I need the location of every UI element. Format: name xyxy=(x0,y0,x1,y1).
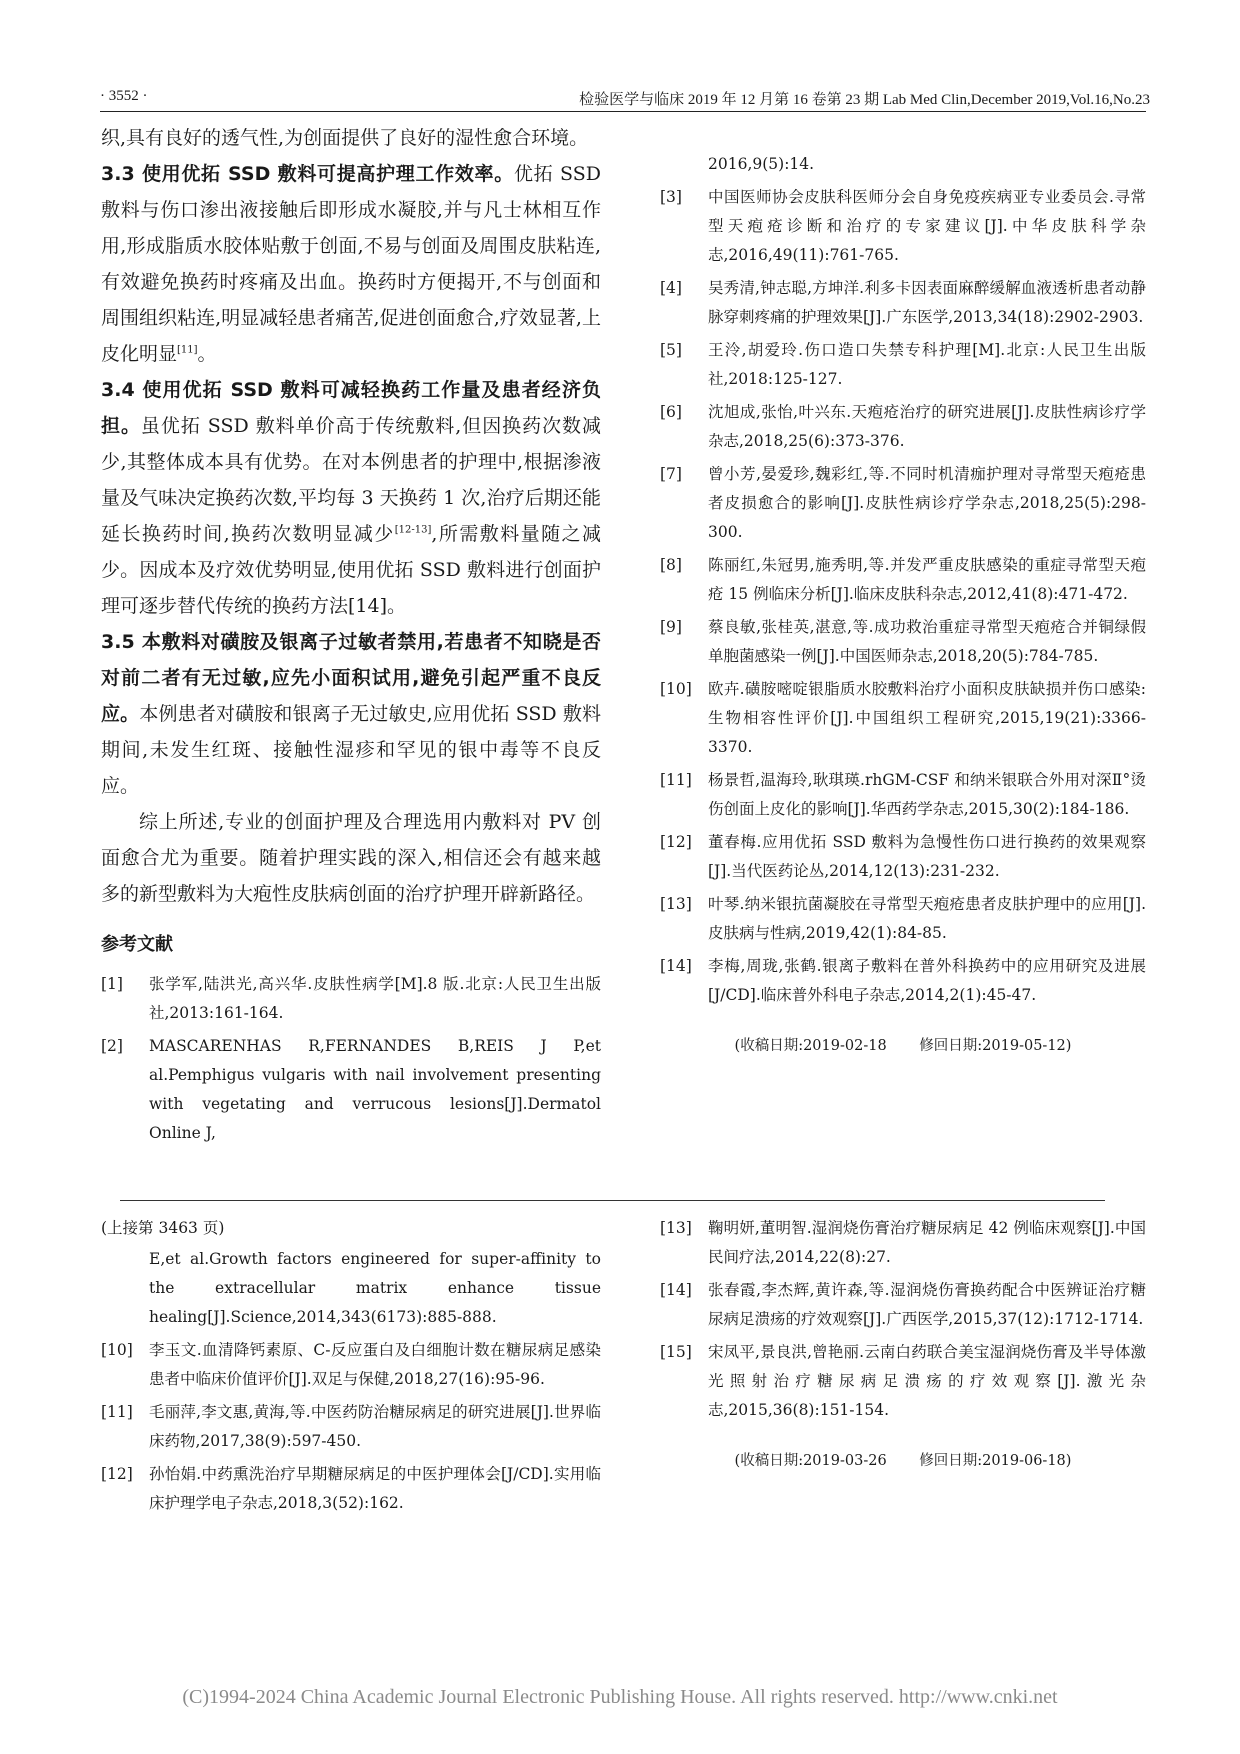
body-paragraph xyxy=(101,804,601,912)
paragraph-text: 织,具有良好的透气性,为创面提供了良好的湿性愈合环境。 xyxy=(101,127,589,149)
reference-list-right xyxy=(660,183,1146,1010)
page-number: · 3552 · xyxy=(100,88,148,104)
received-date: (收稿日期:2019-02-18 xyxy=(734,1038,887,1054)
reference-text: 欧卉.磺胺嘧啶银脂质水胶敷料治疗小面积皮肤缺损并伤口感染:生物相容性评价[J].中国组织工程研究,2015,19(21):3366-3370. xyxy=(708,680,1146,756)
section-number: 3.5 xyxy=(101,631,135,653)
reference-item xyxy=(660,828,1146,886)
reference-item xyxy=(660,613,1146,671)
reference-text: 蔡良敏,张桂英,湛意,等.成功救治重症寻常型天疱疮合并铜绿假单胞菌感染一例[J].中国医师杂志,2018,20(5):784-785. xyxy=(708,618,1146,665)
reference-item xyxy=(101,970,601,1028)
section-lead: 使用优拓 SSD 敷料可提高护理工作效率。 xyxy=(134,163,514,185)
body-text xyxy=(101,120,601,912)
reference-number: [6] xyxy=(660,403,682,421)
reference-number: [3] xyxy=(660,188,682,206)
reference-text: 孙怡娟.中药熏洗治疗早期糖尿病足的中医护理体会[J/CD].实用临床护理学电子杂志,2018,3(52):162. xyxy=(149,1465,601,1512)
bottom-right-column xyxy=(660,1214,1146,1470)
section-number: 3.4 xyxy=(101,379,135,401)
paragraph-text: 。 xyxy=(197,343,217,365)
reference-text: 毛丽萍,李文惠,黄海,等.中医药防治糖尿病足的研究进展[J].世界临床药物,2017,38(9):597-450. xyxy=(149,1403,601,1450)
section-divider xyxy=(120,1200,1105,1201)
reference-number: [13] xyxy=(660,895,692,913)
reference-item xyxy=(660,183,1146,270)
reference-number: [10] xyxy=(101,1341,133,1359)
article-dates xyxy=(660,1449,1146,1470)
left-column xyxy=(101,120,601,1152)
reference-number: [13] xyxy=(660,1219,692,1237)
reference-number: [8] xyxy=(660,556,682,574)
reference-number: [10] xyxy=(660,680,692,698)
reference-item xyxy=(660,675,1146,762)
reference-continuation: 2016,9(5):14. xyxy=(708,155,815,173)
reference-text: 李梅,周珑,张鹤.银离子敷料在普外科换药中的应用研究及进展[J/CD].临床普外科电子杂志,2014,2(1):45-47. xyxy=(708,957,1146,1004)
copyright-footer: (C)1994-2024 China Academic Journal Electronic Publishing House. All rights reserved. http://www.cnki.net xyxy=(182,1686,1058,1708)
reference-text: 陈丽红,朱冠男,施秀明,等.并发严重皮肤感染的重症寻常型天疱疮 15 例临床分析[J].临床皮肤科杂志,2012,41(8):471-472. xyxy=(708,556,1146,603)
reference-number: [14] xyxy=(660,1281,692,1299)
paragraph-text: 虽优拓 SSD 敷料单价高于传统敷料,但因换药次数减少,其整体成本具有优势。在对本例患者的护理中,根据渗液量及气味决定换药次数,平均每 3 天换药 1 次,治疗后期还能延长换药时间,换药次数明显减少 xyxy=(101,415,601,545)
citation-superscript: [12-13] xyxy=(394,524,432,536)
reference-text: 杨景哲,温海玲,耿琪瑛.rhGM-CSF 和纳米银联合外用对深Ⅱ°烫伤创面上皮化的影响[J].华西药学杂志,2015,30(2):184-186. xyxy=(708,771,1146,818)
reference-number: [4] xyxy=(660,279,682,297)
reference-text: MASCARENHAS R,FERNANDES B,REIS J P,et al.Pemphigus vulgaris with nail involvement presenting with vegetating and verrucous lesions[J].Dermatol Online J, xyxy=(149,1037,601,1142)
references-title: 参考文献 xyxy=(101,934,173,955)
reference-item xyxy=(660,398,1146,456)
reference-text: 董春梅.应用优拓 SSD 敷料为急慢性伤口进行换药的效果观察[J].当代医药论丛,2014,12(13):231-232. xyxy=(708,833,1146,880)
body-paragraph xyxy=(101,624,601,804)
revised-date: 修回日期:2019-05-12) xyxy=(919,1038,1072,1054)
reference-list-bottom-right xyxy=(660,1214,1146,1425)
reference-text: 中国医师协会皮肤科医师分会自身免疫疾病亚专业委员会.寻常型天疱疮诊断和治疗的专家建议[J].中华皮肤科学杂志,2016,49(11):761-765. xyxy=(708,188,1146,264)
reference-item xyxy=(101,1336,601,1394)
paragraph-text: ,所需敷料量随之减少。因成本及疗效优势明显,使用优拓 SSD 敷料进行创面护理可逐步替代传统的换药方法[14]。 xyxy=(101,523,602,617)
reference-item xyxy=(101,1032,601,1148)
reference-text: 曾小芳,晏爱珍,魏彩红,等.不同时机清痂护理对寻常型天疱疮患者皮损愈合的影响[J].皮肤性病诊疗学杂志,2018,25(5):298-300. xyxy=(708,465,1146,541)
reference-item xyxy=(660,336,1146,394)
reference-text: 王泠,胡爱玲.伤口造口失禁专科护理[M].北京:人民卫生出版社,2018:125-127. xyxy=(708,341,1146,388)
reference-item xyxy=(660,551,1146,609)
continued-label: (上接第 3463 页) xyxy=(101,1219,225,1237)
bottom-left-column xyxy=(101,1214,601,1522)
revised-date: 修回日期:2019-06-18) xyxy=(919,1453,1072,1469)
reference-item xyxy=(660,1276,1146,1334)
reference-text: 叶琴.纳米银抗菌凝胶在寻常型天疱疮患者皮肤护理中的应用[J].皮肤病与性病,2019,42(1):84-85. xyxy=(708,895,1146,942)
reference-item xyxy=(660,890,1146,948)
reference-list-bottom-left xyxy=(101,1336,601,1518)
reference-number: [12] xyxy=(101,1465,133,1483)
reference-continuation: E,et al.Growth factors engineered for super-affinity to the extracellular matrix enhance tissue healing[J].Science,2014,343(6173):885-888. xyxy=(149,1250,601,1326)
reference-item xyxy=(660,1338,1146,1425)
reference-text: 张春霞,李杰辉,黄许森,等.湿润烧伤膏换药配合中医辨证治疗糖尿病足溃疡的疗效观察[J].广西医学,2015,37(12):1712-1714. xyxy=(708,1281,1146,1328)
reference-text: 宋凤平,景良洪,曾艳丽.云南白药联合美宝湿润烧伤膏及半导体激光照射治疗糖尿病足溃疡的疗效观察[J].激光杂志,2015,36(8):151-154. xyxy=(708,1343,1146,1419)
reference-number: [14] xyxy=(660,957,692,975)
reference-list-left xyxy=(101,970,601,1148)
reference-number: [11] xyxy=(101,1403,133,1421)
reference-number: [1] xyxy=(101,975,123,993)
reference-item xyxy=(660,274,1146,332)
reference-number: [15] xyxy=(660,1343,692,1361)
section-lead: 使用优拓 SSD 敷料可减轻换药工作量及患者经济负担。 xyxy=(101,379,601,437)
body-paragraph xyxy=(101,372,601,624)
reference-item xyxy=(660,766,1146,824)
paragraph-text: 本例患者对磺胺和银离子无过敏史,应用优拓 SSD 敷料期间,未发生红斑、接触性湿疹和罕见的银中毒等不良反应。 xyxy=(101,703,601,797)
paragraph-text: 综上所述,专业的创面护理及合理选用内敷料对 PV 创面愈合尤为重要。随着护理实践的深入,相信还会有越来越多的新型敷料为大疱性皮肤病创面的治疗护理开辟新路径。 xyxy=(101,811,601,905)
reference-text: 张学军,陆洪光,高兴华.皮肤性病学[M].8 版.北京:人民卫生出版社,2013:161-164. xyxy=(149,975,601,1022)
article-dates xyxy=(660,1034,1146,1055)
header-rule xyxy=(100,111,1146,112)
reference-number: [9] xyxy=(660,618,682,636)
citation-superscript: [11] xyxy=(177,344,198,356)
reference-text: 李玉文.血清降钙素原、C-反应蛋白及白细胞计数在糖尿病足感染患者中临床价值评价[J].双足与保健,2018,27(16):95-96. xyxy=(149,1341,601,1388)
body-paragraph xyxy=(101,156,601,372)
reference-item xyxy=(660,460,1146,547)
reference-number: [2] xyxy=(101,1037,123,1055)
section-number: 3.3 xyxy=(101,163,135,185)
reference-number: [11] xyxy=(660,771,692,789)
reference-item xyxy=(101,1398,601,1456)
body-paragraph xyxy=(101,120,601,156)
reference-text: 鞠明妍,董明智.湿润烧伤膏治疗糖尿病足 42 例临床观察[J].中国民间疗法,2014,22(8):27. xyxy=(708,1219,1146,1266)
reference-item xyxy=(101,1460,601,1518)
paragraph-text: 优拓 SSD 敷料与伤口渗出液接触后即形成水凝胶,并与凡士林相互作用,形成脂质水胶体贴敷于创面,不易与创面及周围皮肤粘连,有效避免换药时疼痛及出血。换药时方便揭开,不与创面和周围组织粘连,明显减轻患者痛苦,促进创面愈合,疗效显著,上皮化明显 xyxy=(101,163,601,365)
reference-text: 吴秀清,钟志聪,方坤洋.利多卡因表面麻醉缓解血液透析患者动静脉穿刺疼痛的护理效果[J].广东医学,2013,34(18):2902-2903. xyxy=(708,279,1146,326)
right-column xyxy=(660,150,1146,1055)
received-date: (收稿日期:2019-03-26 xyxy=(734,1453,887,1469)
journal-header: 检验医学与临床 2019 年 12 月第 16 卷第 23 期 Lab Med Clin,December 2019,Vol.16,No.23 xyxy=(579,92,1150,108)
section-lead: 本敷料对磺胺及银离子过敏者禁用,若患者不知晓是否对前二者有无过敏,应先小面积试用,避免引起严重不良反应。 xyxy=(101,631,601,725)
reference-number: [7] xyxy=(660,465,682,483)
reference-item xyxy=(660,1214,1146,1272)
reference-item xyxy=(660,952,1146,1010)
reference-number: [12] xyxy=(660,833,692,851)
reference-text: 沈旭成,张怡,叶兴东.天疱疮治疗的研究进展[J].皮肤性病诊疗学杂志,2018,25(6):373-376. xyxy=(708,403,1146,450)
reference-number: [5] xyxy=(660,341,682,359)
